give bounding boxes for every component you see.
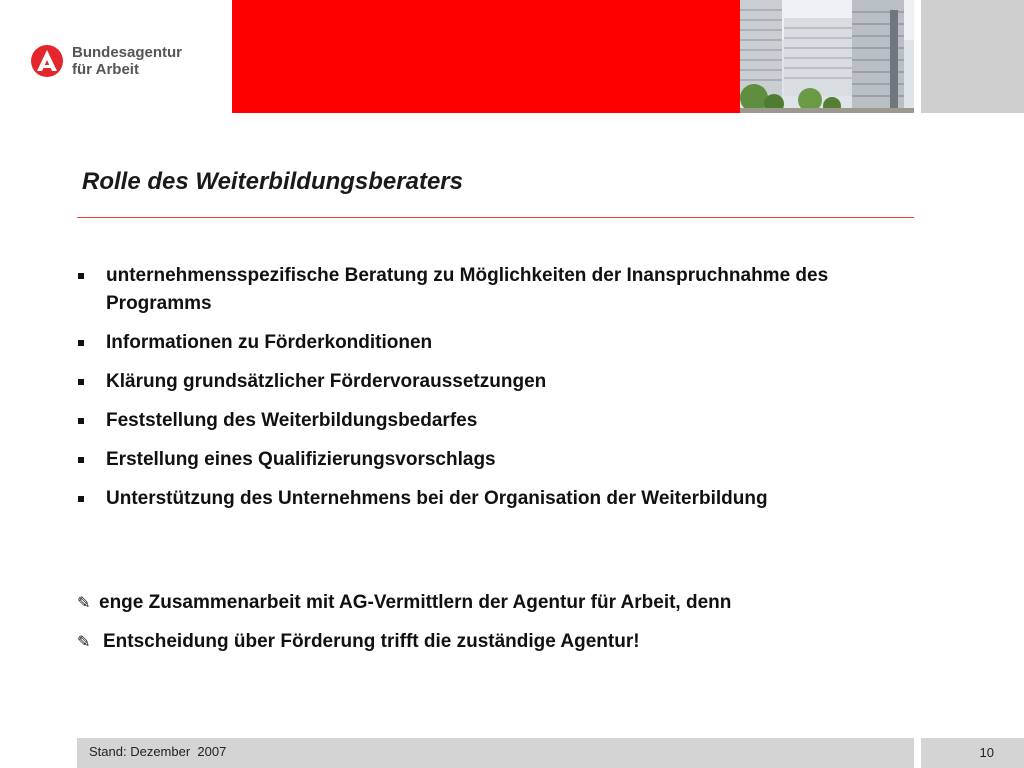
pencil-arrow-icon: ✎ [77,634,91,651]
arrow-line-text: enge Zusammenarbeit mit AG-Vermittlern der Agentur für Arbeit, denn [99,592,732,613]
title-divider [77,217,914,218]
bullet-item [77,262,837,318]
bullet-text: unternehmensspezifische Beratung zu Möglichkeiten der Inanspruchnahme des Programms [106,265,829,314]
slide-title: Rolle des Weiterbildungsberaters [82,168,463,195]
arrow-line-cooperation [77,589,731,618]
bullet-text: Klärung grundsätzlicher Fördervoraussetzungen [106,371,547,392]
bullet-square-icon [78,457,84,463]
logo-wordmark [72,44,182,78]
bullet-item [77,368,837,396]
bullet-square-icon [78,418,84,424]
bullet-square-icon [78,273,84,279]
logo-line-2: für Arbeit [72,61,139,78]
header-red-band [232,0,740,113]
logo [30,44,182,78]
bullet-square-icon [78,340,84,346]
bullet-list [77,262,837,524]
agency-logo-icon [30,44,64,78]
bullet-text: Erstellung eines Qualifizierungsvorschlags [106,449,496,470]
building-illustration [740,0,914,113]
bullet-square-icon [78,496,84,502]
bullet-item [77,446,837,474]
arrow-line-text: Entscheidung über Förderung trifft die zuständige Agentur! [103,631,640,652]
bullet-text: Unterstützung des Unternehmens bei der Organisation der Weiterbildung [106,488,768,509]
bullet-item [77,329,837,357]
footer-bar [77,738,914,768]
pencil-arrow-icon: ✎ [77,595,91,612]
bullet-item [77,485,837,513]
arrow-line-decision [77,628,640,657]
bullet-square-icon [78,379,84,385]
bullet-text: Feststellung des Weiterbildungsbedarfes [106,410,478,431]
building-photo [740,0,914,113]
bullet-text: Informationen zu Förderkonditionen [106,332,433,353]
footer-date: Stand: Dezember 2007 [89,744,227,759]
logo-line-1: Bundesagentur [72,44,183,61]
page-number-box [921,738,1024,768]
page-number: 10 [979,745,994,760]
bullet-item [77,407,837,435]
header-grey-block [921,0,1024,113]
